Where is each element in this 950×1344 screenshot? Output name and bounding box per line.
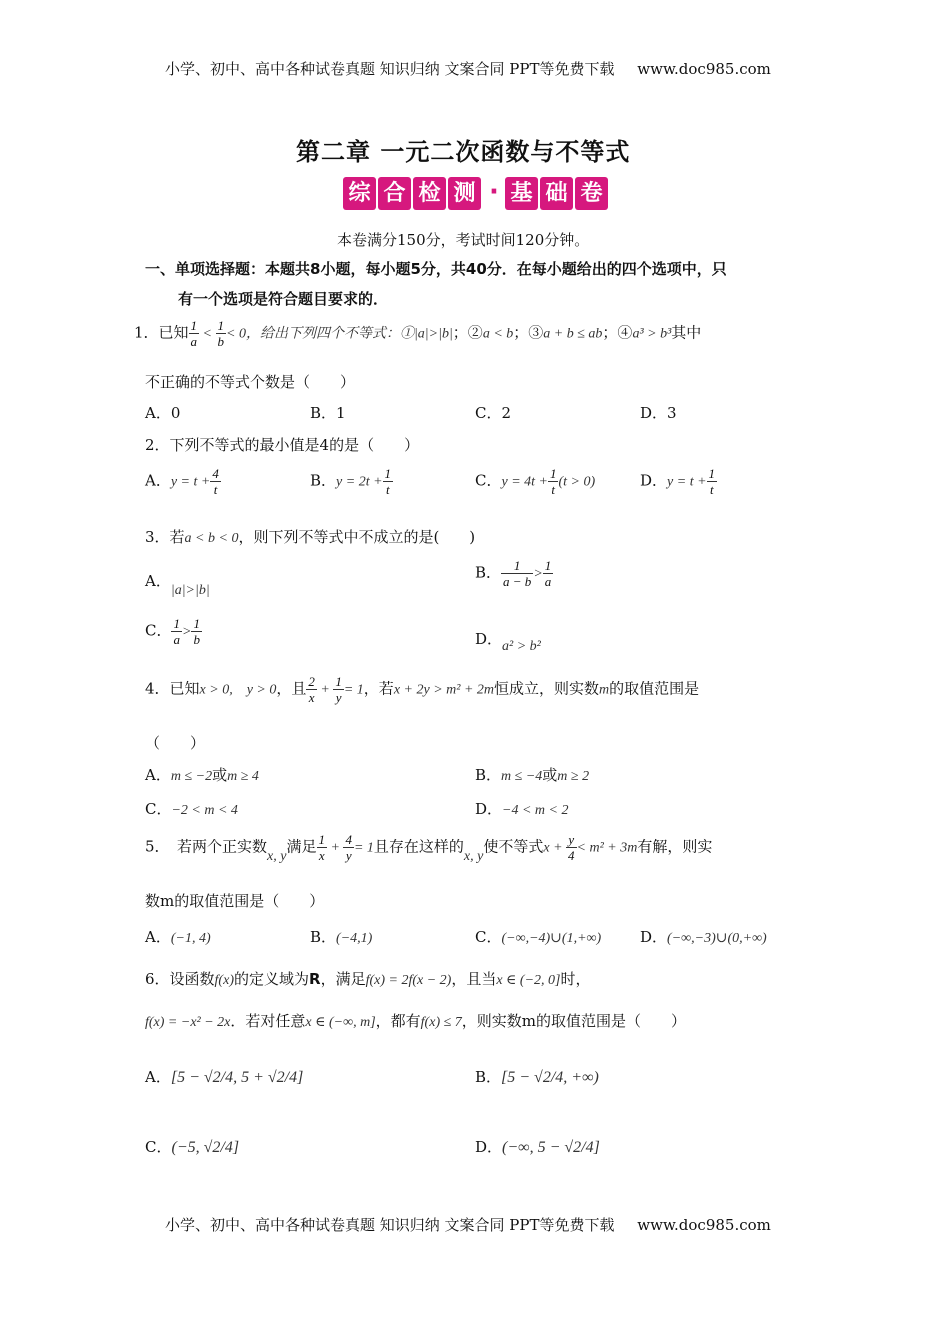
fraction: $\frac{1}{b}$	[193, 616, 200, 647]
q1-option-d[interactable]: D．3	[640, 404, 677, 422]
q1-ineq4: a³ > b³	[632, 326, 672, 342]
q6-text: ，则实数m的取值范围是（ ）	[461, 1012, 687, 1030]
option-label: A．	[145, 766, 171, 784]
option-label: C．	[145, 800, 172, 818]
option-label: B．	[475, 1068, 502, 1086]
q1-tail: 其中	[671, 323, 702, 342]
q4-or: 或	[542, 766, 558, 784]
q6-expr: [5 − √2/4, 5 + √2/4]	[170, 1069, 304, 1086]
q6-text: ，都有	[375, 1012, 421, 1030]
q4-expr: m ≥ 4	[227, 769, 259, 784]
q3-lead: 3．若	[145, 528, 185, 546]
option-label: A．	[145, 572, 171, 590]
q4-paren: （ ）	[145, 734, 206, 752]
header-url[interactable]: www.doc985.com	[637, 60, 771, 78]
section-heading: 一、单项选择题：本题共8小题，每小题5分，共40分．在每小题给出的四个选项中，只	[145, 260, 727, 278]
q6-expr: f(x) ≤ 7	[420, 1015, 462, 1030]
q6-expr: [5 − √2/4, +∞)	[501, 1069, 599, 1086]
q5-text: 使不等式	[483, 837, 544, 856]
q3-expr: a² > b²	[502, 639, 541, 654]
option-label: C．	[145, 1138, 172, 1156]
q6-text: 时，	[560, 970, 591, 988]
q4-ineq: x + 2y > m² + 2m	[393, 682, 494, 698]
q5-text: 有解，则实	[637, 837, 713, 856]
badge-char: 综	[343, 177, 376, 210]
badge-char: 测	[448, 177, 481, 210]
question-6	[145, 968, 591, 989]
q5-expr: (−4,1)	[336, 931, 373, 946]
footer-text: 小学、初中、高中各种试卷真题 知识归纳 文案合同 PPT等免费下载	[165, 1216, 615, 1234]
header-text: 小学、初中、高中各种试卷真题 知识归纳 文案合同 PPT等免费下载	[165, 60, 615, 78]
q4-text: ，若	[363, 679, 394, 698]
fraction: $\frac{1}{b}$	[217, 318, 224, 349]
q2-cond: (t > 0)	[558, 474, 596, 490]
fraction: $\frac{4}{y}$	[345, 832, 352, 863]
fraction: $\frac{1}{t}$	[384, 466, 392, 497]
q3-option-c[interactable]	[145, 616, 202, 647]
option-label: A．	[145, 1068, 171, 1086]
option-label: D．	[640, 471, 668, 490]
q3-option-d[interactable]	[475, 628, 541, 654]
question-3	[145, 526, 475, 547]
q5-expr: (−∞,−3)∪(0,+∞)	[667, 931, 767, 946]
q6-expr: x ∈ (−2, 0]	[496, 973, 561, 988]
q5-vars: x, y	[267, 848, 287, 864]
q6-expr: f(x) = −x² − 2x	[145, 1015, 231, 1030]
fraction: $\frac{1}{a}$	[190, 318, 198, 349]
question-5: 5． 若两个正实数x, y满足 $\frac{1}{x}$ + $\frac{4}{y}$ = 1且存在这样的x, y使不等式x + $\frac{y}{4}$ < m² + 3m有解，则实	[145, 832, 713, 864]
q4-expr: m ≤ −2	[170, 769, 213, 784]
q2-expr: y = t +	[170, 474, 211, 490]
exam-info: 本卷满分150分，考试时间120分钟。	[337, 231, 590, 249]
badge-char: 卷	[575, 177, 608, 210]
q1-sep: ；③	[513, 323, 544, 342]
q2-option-d[interactable]	[640, 466, 717, 497]
fraction: $\frac{2}{x}$	[308, 674, 315, 705]
q5-option-a[interactable]	[145, 926, 211, 947]
q6-text: ．若对任意	[230, 1012, 306, 1030]
option-label: D．	[475, 630, 503, 648]
fraction: $\frac{1}{a - b}$	[503, 558, 532, 589]
q2-expr: y = 2t +	[336, 474, 383, 490]
q2-option-b[interactable]	[310, 466, 393, 497]
option-label: B．	[475, 766, 502, 784]
badge-sep: ·	[489, 177, 499, 207]
q4-cond: x > 0, y > 0	[199, 682, 277, 698]
footer-url[interactable]: www.doc985.com	[637, 1216, 771, 1234]
q6-option-a[interactable]	[145, 1066, 303, 1087]
option-label: D．	[640, 928, 668, 946]
fraction: $\frac{4}{t}$	[212, 466, 219, 497]
q5-ineq: < m² + 3m	[576, 840, 638, 856]
q4-var: m	[599, 682, 610, 698]
q3-option-b[interactable]	[475, 558, 553, 589]
q5-option-b[interactable]	[310, 926, 372, 947]
q1-lead: 1．已知	[134, 323, 189, 342]
q5-expr: (−1, 4)	[170, 931, 211, 946]
q3-expr: |a|>|b|	[170, 583, 210, 598]
q1-ineq2: a < b	[482, 326, 514, 342]
q4-option-b[interactable]	[475, 764, 589, 785]
q1-cond: < 0，给出下列四个不等式：①	[226, 326, 414, 342]
q6-text: 的定义域为	[233, 970, 309, 988]
option-label: C．	[145, 621, 172, 640]
option-label: A．	[145, 928, 171, 946]
q6-expr: f(x)	[214, 973, 234, 988]
badge-char: 检	[413, 177, 446, 210]
q5-expr: (−∞,−4)∪(1,+∞)	[501, 931, 602, 946]
option-label: D．	[475, 1138, 503, 1156]
q6-line2	[145, 1010, 686, 1031]
option-label: B．	[310, 928, 337, 946]
q6-expr: (−5, √2/4]	[171, 1139, 240, 1156]
q6-expr: f(x) = 2f(x − 2)	[365, 973, 452, 988]
q1-sep: ；④	[602, 323, 633, 342]
q5-option-c[interactable]	[475, 926, 601, 947]
q5-eq: = 1	[353, 840, 374, 856]
fraction: $\frac{1}{t}$	[708, 466, 716, 497]
q1-ineq3: a + b ≤ ab	[543, 326, 603, 342]
q4-option-c[interactable]	[145, 798, 238, 819]
q4-option-a[interactable]	[145, 764, 259, 785]
q4-expr: −4 < m < 2	[502, 803, 569, 818]
question-2: 2．下列不等式的最小值是4的是（ ）	[145, 436, 420, 454]
q1-sep: ；②	[452, 323, 483, 342]
fraction: $\frac{1}{x}$	[318, 832, 325, 863]
option-label: B．	[310, 471, 337, 490]
q5-vars: x, y	[463, 848, 484, 864]
badge	[343, 177, 610, 210]
option-label: C．	[475, 471, 502, 490]
q1-option-b[interactable]: B．1	[310, 404, 346, 422]
q4-expr: m ≤ −4	[501, 769, 543, 784]
q1-ineq1: |a|>|b|	[413, 326, 453, 342]
q4-lead: 4．已知	[145, 679, 200, 698]
q4-expr: m ≥ 2	[557, 769, 590, 784]
q2-option-c[interactable]	[475, 466, 595, 497]
q1-line2: 不正确的不等式个数是（ ）	[145, 373, 356, 391]
fraction: $\frac{1}{y}$	[335, 674, 342, 705]
q6-text: ，且当	[451, 970, 497, 988]
page-header	[165, 58, 771, 79]
q4-option-d[interactable]	[475, 798, 568, 819]
option-label: B．	[475, 563, 502, 582]
q6-R: R	[309, 970, 321, 988]
q3-cond: a < b < 0	[184, 531, 239, 546]
question-1: 1．已知 $\frac{1}{a}$ < $\frac{1}{b}$ < 0，给出下列四个不等式：①|a|>|b|；②a < b；③a + b ≤ ab；④a³ > b³其中	[134, 318, 702, 349]
fraction: $\frac{y}{4}$	[568, 832, 575, 863]
q2-expr: y = t +	[667, 474, 707, 490]
option-label: C．	[475, 928, 502, 946]
q6-expr: x ∈ (−∞, m]	[305, 1015, 376, 1030]
section-heading-cont: 有一个选项是符合题目要求的．	[178, 290, 389, 308]
q6-text: ，满足	[320, 970, 366, 988]
q5-option-d[interactable]	[640, 926, 767, 947]
q5-text: 且存在这样的	[373, 837, 464, 856]
q4-or: 或	[212, 766, 228, 784]
q6-lead: 6．设函数	[145, 970, 215, 988]
q4-expr: −2 < m < 4	[171, 803, 238, 818]
q6-option-b[interactable]	[475, 1066, 599, 1087]
q4-eq: = 1	[343, 682, 364, 698]
q1-option-a[interactable]: A．0	[145, 404, 181, 422]
q5-text: 满足	[286, 837, 317, 856]
q3-op: >	[533, 566, 543, 582]
badge-char: 合	[378, 177, 411, 210]
q2-expr: y = 4t +	[501, 474, 548, 490]
q5-lead: 5． 若两个正实数	[145, 837, 268, 856]
question-4: 4．已知x > 0, y > 0，且 $\frac{2}{x}$ + $\frac{1}{y}$ = 1，若x + 2y > m² + 2m恒成立，则实数m的取值范围是	[145, 674, 700, 705]
option-label: A．	[145, 471, 171, 490]
q5-line2: 数m的取值范围是（ ）	[145, 892, 325, 910]
q4-text: 的取值范围是	[609, 679, 700, 698]
option-label: D．	[475, 800, 503, 818]
fraction: $\frac{1}{t}$	[549, 466, 557, 497]
q6-expr: (−∞, 5 − √2/4]	[502, 1139, 600, 1156]
q3-tail: ，则下列不等式中不成立的是( )	[238, 528, 476, 546]
q1-option-c[interactable]: C．2	[475, 404, 512, 422]
q3-option-a[interactable]	[145, 570, 210, 598]
q4-text: 恒成立，则实数	[494, 679, 600, 698]
page-footer	[165, 1214, 771, 1235]
q6-option-c[interactable]	[145, 1136, 239, 1157]
q4-text: ，且	[276, 679, 307, 698]
fraction: $\frac{1}{a}$	[544, 558, 552, 589]
page-title: 第二章 一元二次函数与不等式	[296, 138, 631, 166]
q3-op: >	[181, 624, 192, 640]
badge-char: 础	[540, 177, 573, 210]
q6-option-d[interactable]	[475, 1136, 600, 1157]
badge-char: 基	[505, 177, 538, 210]
fraction: $\frac{1}{a}$	[173, 616, 180, 647]
q2-option-a[interactable]	[145, 466, 221, 497]
